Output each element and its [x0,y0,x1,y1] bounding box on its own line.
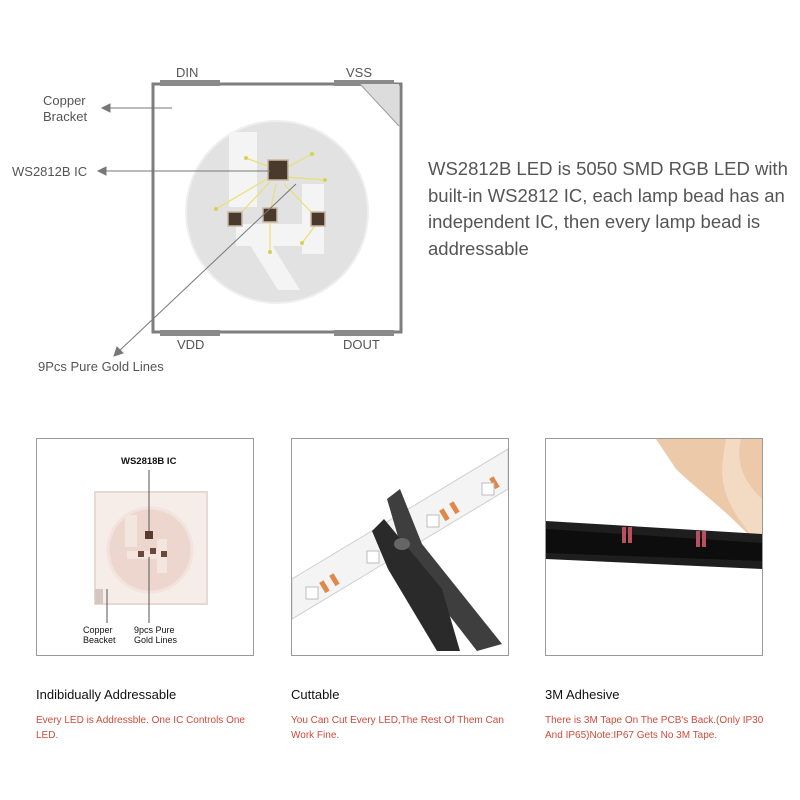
ws2812b-ic-label: WS2812B IC [12,164,88,179]
gold-lines-label: 9Pcs Pure Gold Lines [38,359,164,374]
pin-vss-label: VSS [346,65,373,80]
led-diagram [0,0,410,390]
pin-vdd-label: VDD [177,337,205,352]
gold-lines-small-label: 9pcs Pure Gold Lines [134,625,178,645]
feature-image-cuttable [291,438,509,656]
feature-title-cuttable: Cuttable [291,687,340,702]
feature-text-adhesive: There is 3M Tape On The PCB's Back.(Only IP30 And IP65)Note:IP67 Gets No 3M Tape. [545,715,764,741]
feature-text-addressable: Every LED is Addressble. One IC Controls One LED. [36,715,245,741]
strip-with-3m-tape [546,439,762,655]
led-chip-closeup [37,439,253,655]
led-diagram-graphic [0,0,410,390]
pin-din-label: DIN [176,65,199,80]
copper-beacket-label: Copper Beacket [83,625,116,645]
feature-image-adhesive [545,438,763,656]
feature-title-adhesive: 3M Adhesive [545,687,620,702]
feature-text-cuttable: You Can Cut Every LED,The Rest Of Them Can Work Fine. [291,715,504,741]
pin-dout-label: DOUT [343,337,380,352]
feature-image-addressable [36,438,254,656]
ws2818b-ic-label: WS2818B IC [121,456,177,467]
feature-title-addressable: Indibidually Addressable [36,687,177,702]
scissors-cutting-strip [292,439,508,655]
copper-bracket-label: Copper Bracket [43,93,88,124]
product-description: WS2812B LED is 5050 SMD RGB LED with built-in WS2812 IC, each lamp bead has an independent IC, then every lamp bead is addressable [428,158,788,259]
